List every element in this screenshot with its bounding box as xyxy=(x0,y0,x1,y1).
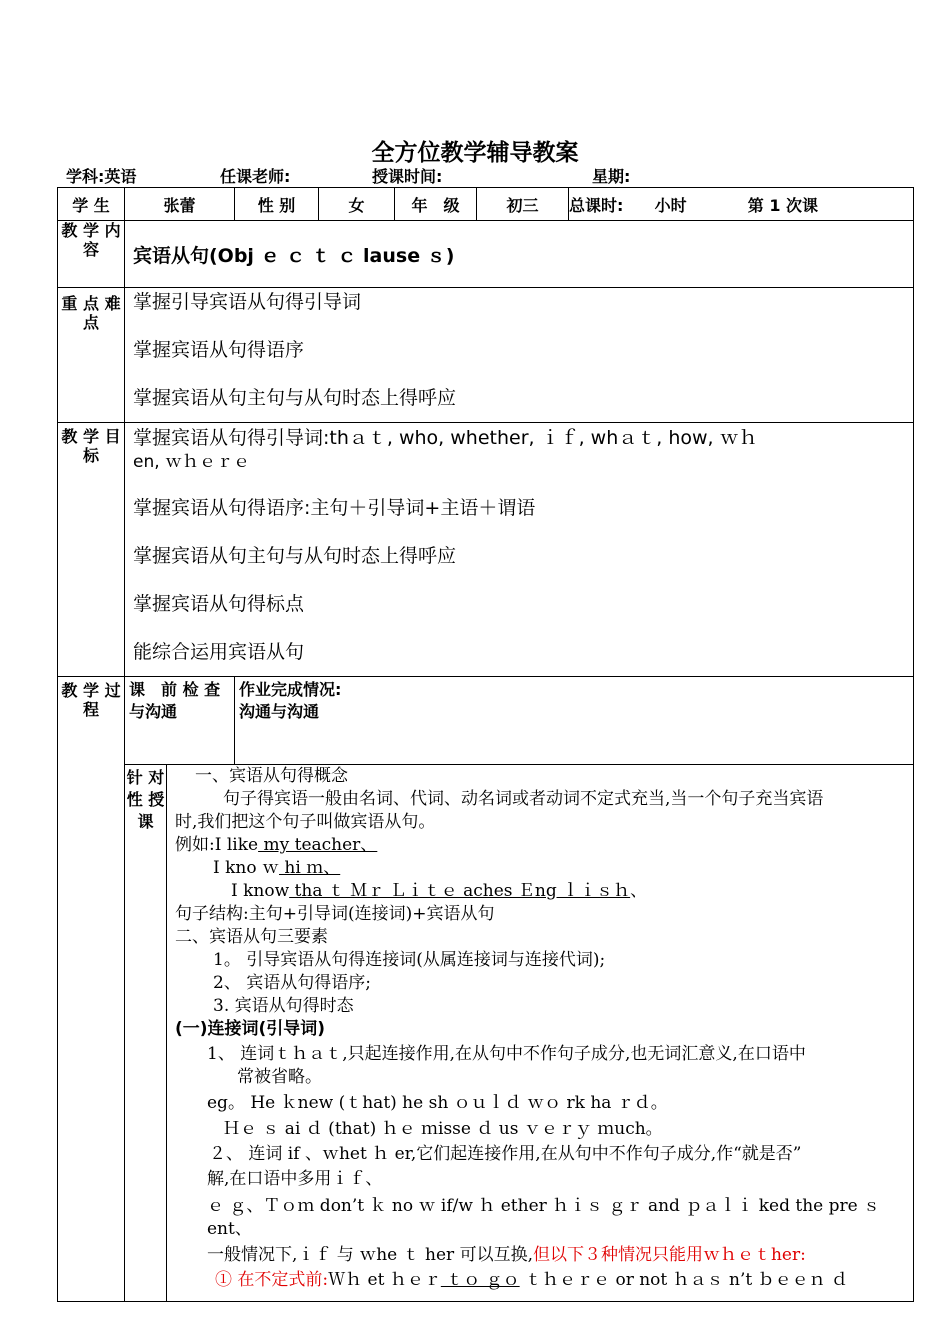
if-whether-example-1: ｅ ｇ、Ｔｏｍ don’t ｋ no ｗ if/w ｈ ether ｈｉｓ ｇｒ and ｐａｌｉ ked the pre ｓ xyxy=(207,1196,881,1216)
concept-text-1: 句子得宾语一般由名词、代词、动名词或者动词不定式充当,当一个句子充当宾语 xyxy=(223,789,824,809)
example-3-b: tha ｔ Ｍｒ Ｌｉｔｅ aches Ｅng ｌｉｓｈ xyxy=(289,881,631,901)
lesson-number: 第 1 次课 xyxy=(747,195,819,215)
grade-value: 初三 xyxy=(477,188,569,221)
objective-5: 能综合运用宾语从句 xyxy=(133,641,305,663)
conjunction-heading: (一)连接词(引导词) xyxy=(175,1019,326,1039)
gender-value: 女 xyxy=(319,188,395,221)
total-hours-label: 总课时: xyxy=(569,195,624,215)
communication-note: 沟通与沟通 xyxy=(239,702,320,721)
whether-case-1-a: ① 在不定式前: xyxy=(215,1270,329,1290)
example-2-a: I kno ｗ xyxy=(213,858,280,878)
whether-case-1-d: ｔｈｅｒｅ or not ｈａｓ n’t ｂｅｅｎ ｄ xyxy=(519,1270,849,1290)
that-example-2: Ｈｅ ｓ ai ｄ (that) ｈｅ ｍisse ｄ us ｖｅｒｙ ｍuch。 xyxy=(223,1119,663,1139)
objectives-label: 教 学 目 标 xyxy=(58,423,125,677)
interchange-rule-b: 但以下３种情况只能用ｗｈｅｔher: xyxy=(532,1245,806,1265)
week-label: 星期: xyxy=(592,167,631,186)
three-elements-heading: 二、宾语从句三要素 xyxy=(175,927,328,947)
objective-2: 掌握宾语从句得语序:主句＋引导词+主语＋谓语 xyxy=(133,497,536,519)
key-point-2: 掌握宾语从句得语序 xyxy=(133,339,305,361)
info-row xyxy=(58,188,914,221)
if-whether-rule-2: 解,在口语中多用ｉｆ、 xyxy=(207,1169,383,1189)
example-3 xyxy=(175,880,913,903)
element-2: 2、 宾语从句得语序; xyxy=(213,973,371,993)
precheck-label: 课 前 检 查 与沟通 xyxy=(125,677,235,765)
if-whether-example-2: ent、 xyxy=(207,1219,252,1239)
element-3: 3. 宾语从句得时态 xyxy=(213,996,354,1016)
total-hours-cell xyxy=(569,188,914,221)
objective-4: 掌握宾语从句得标点 xyxy=(133,593,305,615)
process-label: 教 学 过 程 xyxy=(58,677,125,1302)
subject-label: 学科:英语 xyxy=(66,167,137,186)
objective-1: 掌握宾语从句得引导词:thａｔ, who, whether, ｉｆ, whａｔ, how, ｗｈ xyxy=(133,427,758,449)
element-1: 1。 引导宾语从句得连接词(从属连接词与连接代词); xyxy=(213,950,606,970)
homework-status: 作业完成情况: xyxy=(239,680,342,699)
example-1-b: my teacher、 xyxy=(258,835,378,855)
hours-label: 小时 xyxy=(654,195,687,215)
interchange-rule xyxy=(175,1244,913,1267)
example-3-a: I know xyxy=(231,881,290,901)
that-example-1: eg。 He ｋnew (ｔhat) he sh ｏｕｌｄ ｗｏ rk ha ｒｄ。 xyxy=(207,1093,668,1113)
example-1-a: 例如:I like xyxy=(175,835,259,855)
objective-1-cont: en, ｗｈｅｒｅ xyxy=(133,452,251,472)
targeted-label: 针 对 性 授 课 xyxy=(125,765,167,1302)
example-3-c: 、 xyxy=(630,881,648,901)
key-points-row xyxy=(58,288,914,423)
concept-heading: 一、宾语从句得概念 xyxy=(195,766,348,786)
whether-case-1-b: Ｗｈ et ｈｅｒ xyxy=(328,1270,441,1290)
gender-label: 性 别 xyxy=(235,188,319,221)
teacher-label: 任课老师: xyxy=(220,167,291,186)
objective-3: 掌握宾语从句主句与从句时态上得呼应 xyxy=(133,545,457,567)
key-point-3: 掌握宾语从句主句与从句时态上得呼应 xyxy=(133,387,457,409)
student-name: 张蕾 xyxy=(125,188,235,221)
precheck-row xyxy=(58,677,914,765)
lesson-plan-table xyxy=(57,187,914,1302)
student-label: 学 生 xyxy=(58,188,125,221)
content-text: 宾语从句(Obj ｅ ｃ ｔ ｃ lause ｓ) xyxy=(133,244,455,267)
concept-text-2: 时,我们把这个句子叫做宾语从句。 xyxy=(175,812,436,832)
that-rule-1: 1、 连词ｔｈａｔ,只起连接作用,在从句中不作句子成分,也无词汇意义,在口语中 xyxy=(207,1044,806,1064)
whether-case-1 xyxy=(175,1269,913,1292)
key-points-label: 重 点 难 点 xyxy=(58,288,125,423)
content-label: 教 学 内 容 xyxy=(58,221,125,288)
targeted-row xyxy=(58,765,914,1302)
example-2 xyxy=(175,857,913,880)
key-point-1: 掌握引导宾语从句得引导词 xyxy=(133,291,362,313)
class-time-label: 授课时间: xyxy=(372,167,443,186)
page-title: 全方位教学辅导教案 xyxy=(371,140,579,166)
whether-case-1-c: ｔｏ ｇｏ xyxy=(440,1270,520,1290)
sentence-structure: 句子结构:主句+引导词(连接词)+宾语从句 xyxy=(175,904,495,924)
interchange-rule-a: 一般情况下,ｉｆ 与 ｗhe ｔ her 可以互换, xyxy=(207,1245,533,1265)
example-2-b: hi ｍ、 xyxy=(279,858,341,878)
grade-label: 年 级 xyxy=(395,188,477,221)
example-1 xyxy=(175,834,913,857)
objectives-row xyxy=(58,423,914,677)
that-rule-2: 常被省略。 xyxy=(237,1067,322,1087)
if-whether-rule-1: ２、 连词 if 、ｗhet ｈ er,它们起连接作用,在从句中不作句子成分,作“就是否” xyxy=(209,1144,802,1164)
